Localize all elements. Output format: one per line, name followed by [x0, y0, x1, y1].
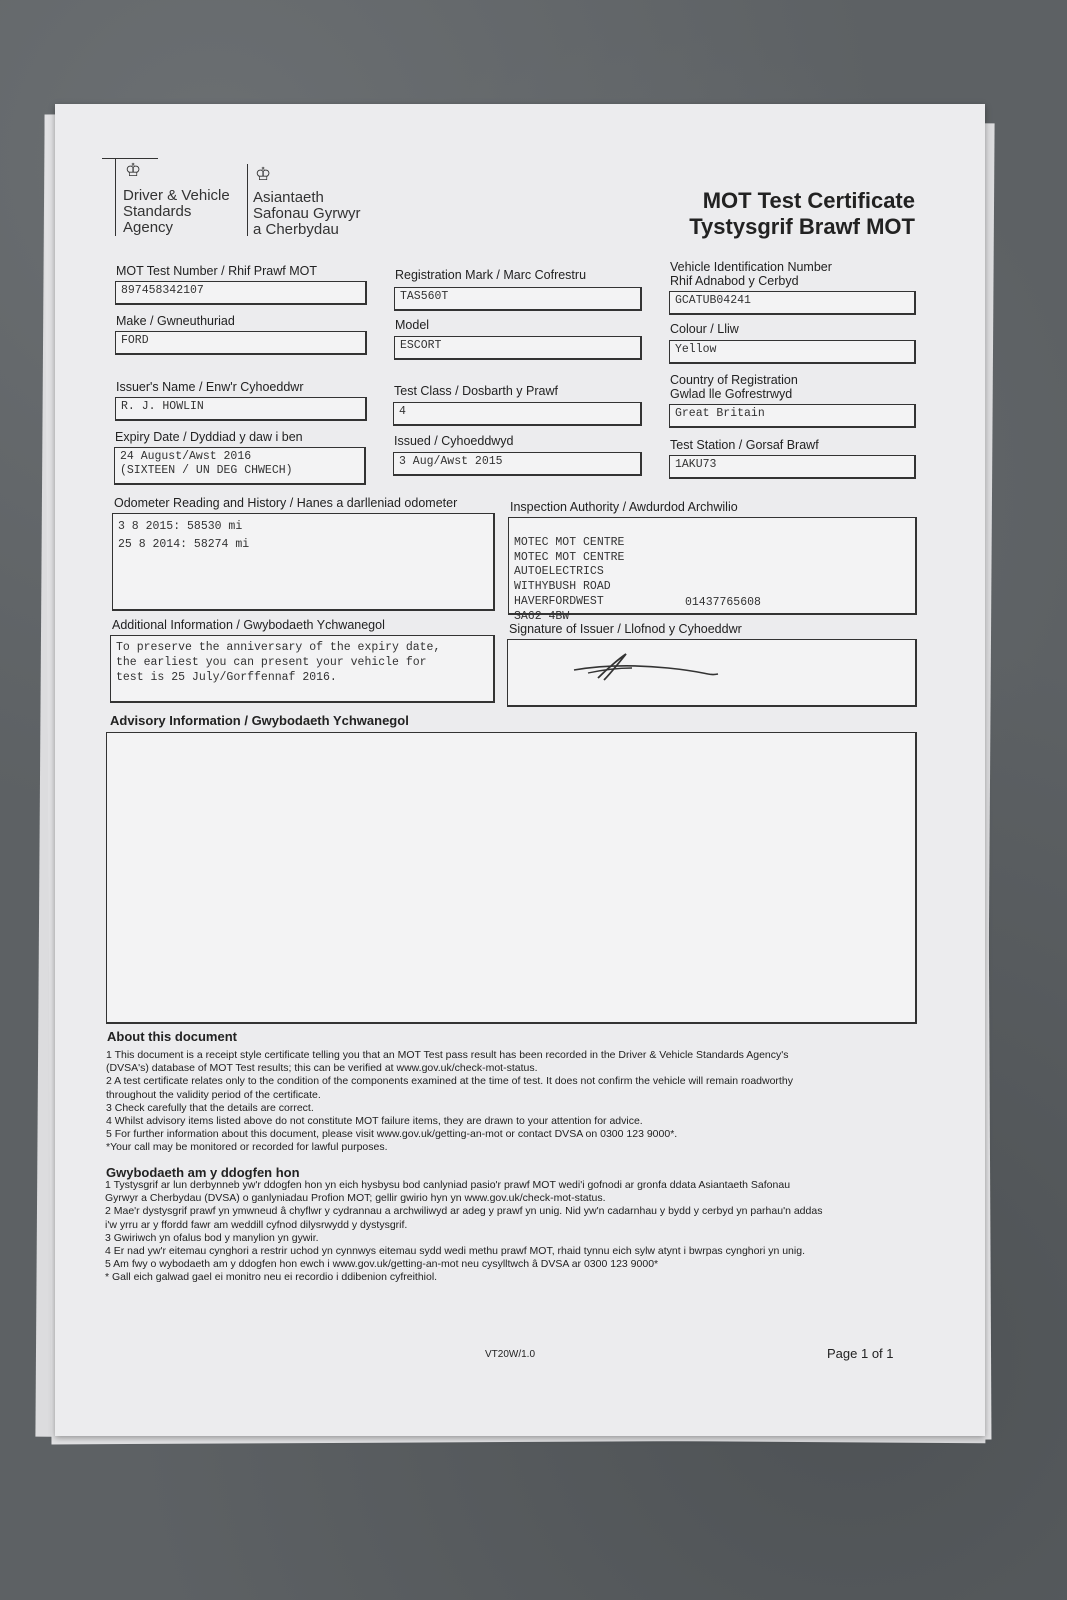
- test-class-field: 4: [393, 402, 642, 426]
- advisory-field: [106, 732, 917, 1024]
- about-notes: [106, 1049, 946, 1155]
- document-title: MOT Test Certificate Tystysgrif Brawf MOT: [689, 188, 915, 239]
- registration-field: TAS560T: [394, 287, 642, 311]
- about-cy-line: * Gall eich galwad gael ei monitro neu ei recordio i ddibenion cyfreithiol.: [105, 1271, 438, 1284]
- about-heading: About this document: [107, 1029, 237, 1044]
- about-line: *Your call may be monitored or recorded for lawful purposes.: [106, 1141, 388, 1154]
- additional-info-label: Additional Information / Gwybodaeth Ychwanegol: [112, 618, 385, 632]
- model-label: Model: [395, 318, 430, 332]
- about-cy-line: 4 Er nad yw'r eitemau cynghori a restrir uchod yn cynnwys eitemau sydd wedi methu prawf MOT, rhaid tynnu eich sylw atynt i bwrpas cynghori yn unig.: [105, 1245, 805, 1258]
- logo-rule: [247, 164, 248, 236]
- about-cy-line: Gyrwyr a Cherbydau (DVSA) o ganlyniadau Profion MOT; gellir gwirio hyn yn www.gov.uk/check-mot-status.: [105, 1192, 606, 1205]
- about-line: 2 A test certificate relates only to the condition of the components examined at the time of test. It does not confirm the vehicle will remain roadworthy: [106, 1075, 793, 1088]
- signature-field: [507, 639, 917, 707]
- expiry-label: Expiry Date / Dyddiad y daw i ben: [115, 430, 303, 444]
- make-label: Make / Gwneuthuriad: [116, 314, 235, 328]
- about-cy-line: 3 Gwiriwch yn ofalus bod y manylion yn gywir.: [105, 1231, 319, 1244]
- agency-name-en: Driver & Vehicle Standards Agency: [123, 187, 230, 236]
- country-label: Country of Registration Gwlad lle Gofrestrwyd: [670, 373, 798, 401]
- agency-name-cy: Asiantaeth Safonau Gyrwyr a Cherbydau: [253, 189, 361, 238]
- about-cy-heading: Gwybodaeth am y ddogfen hon: [106, 1165, 300, 1180]
- odometer-field: 3 8 2015: 58530 mi 25 8 2014: 58274 mi: [112, 513, 495, 611]
- about-cy-line: 5 Am fwy o wybodaeth am y ddogfen hon ewch i www.gov.uk/getting-an-mot neu cysylltwch â DVSA ar 0300 123 9000*: [105, 1258, 659, 1271]
- about-line: 4 Whilst advisory items listed above do not constitute MOT failure items, they are drawn to your attention for advice.: [106, 1115, 643, 1128]
- additional-info-field: To preserve the anniversary of the expiry date, the earliest you can present your vehicle for test is 25 July/Gorffennaf 2016.: [110, 635, 495, 703]
- about-line: (DVSA's) database of MOT Test results; this can be verified at www.gov.uk/check-mot-status.: [106, 1062, 538, 1075]
- model-field: ESCORT: [394, 336, 642, 360]
- expiry-field: 24 August/Awst 2016 (SIXTEEN / UN DEG CHWECH): [114, 447, 366, 485]
- issuer-field: R. J. HOWLIN: [115, 397, 367, 421]
- inspection-authority-phone: 01437765608: [685, 596, 761, 609]
- vin-label: Vehicle Identification Number Rhif Adnabod y Cerbyd: [670, 260, 832, 288]
- about-cy-notes: [105, 1179, 955, 1285]
- about-cy-line: i'w yrru ar y ffordd fawr am weddill cyfnod dilysrwydd y dystysgrif.: [105, 1218, 408, 1231]
- station-field: 1AKU73: [669, 455, 916, 479]
- colour-label: Colour / Lliw: [670, 322, 739, 336]
- about-line: throughout the validity period of the certificate.: [106, 1088, 321, 1101]
- vin-field: GCATUB04241: [669, 291, 916, 315]
- about-cy-line: 1 Tystysgrif ar lun derbynneb yw'r ddogfen hon yn eich hysbysu bod canlyniad pasio'r prawf MOT wedi'i gofnodi ar gronfa ddata Asiantaeth Safonau: [105, 1179, 791, 1191]
- signature-scribble: [568, 646, 728, 686]
- logo-rule: [102, 158, 158, 159]
- test-number-label: MOT Test Number / Rhif Prawf MOT: [116, 264, 317, 278]
- about-line: 1 This document is a receipt style certificate telling you that an MOT Test pass result has been recorded in the Driver & Vehicle Standards Agency's: [106, 1049, 789, 1061]
- page-number: Page 1 of 1: [827, 1346, 894, 1361]
- odometer-label: Odometer Reading and History / Hanes a darlleniad odometer: [114, 496, 458, 510]
- form-code: VT20W/1.0: [485, 1349, 536, 1360]
- issued-field: 3 Aug/Awst 2015: [393, 452, 642, 476]
- about-line: 3 Check carefully that the details are correct.: [106, 1101, 314, 1114]
- inspection-authority-label: Inspection Authority / Awdurdod Archwilio: [510, 500, 738, 514]
- station-label: Test Station / Gorsaf Brawf: [670, 438, 819, 452]
- about-line: 5 For further information about this document, please visit www.gov.uk/getting-an-mot or contact DVSA on 0300 123 9000*.: [106, 1128, 678, 1141]
- colour-field: Yellow: [669, 340, 916, 364]
- inspection-authority-field: [508, 517, 917, 623]
- issued-label: Issued / Cyhoeddwyd: [394, 434, 514, 448]
- about-cy-line: 2 Mae'r dystysgrif prawf yn ymwneud â chyflwr y cydrannau a archwiliwyd ar adeg y prawf yn unig. Nid yw'n cadarnhau y bydd y cerbyd yn parhau'n addas: [105, 1205, 823, 1218]
- make-field: FORD: [115, 331, 367, 355]
- mot-certificate: [55, 104, 985, 1436]
- test-class-label: Test Class / Dosbarth y Prawf: [394, 384, 558, 398]
- royal-crest-icon: ♔: [255, 164, 272, 184]
- logo-rule: [115, 158, 116, 236]
- test-number-field: 897458342107: [115, 281, 367, 305]
- issuer-label: Issuer's Name / Enw'r Cyhoeddwr: [116, 380, 304, 394]
- inspection-authority-address: MOTEC MOT CENTRE MOTEC MOT CENTRE AUTOELECTRICS WITHYBUSH ROAD HAVERFORDWEST SA62 4BW: [514, 535, 625, 623]
- registration-label: Registration Mark / Marc Cofrestru: [395, 268, 587, 282]
- country-field: Great Britain: [669, 404, 916, 428]
- advisory-label: Advisory Information / Gwybodaeth Ychwanegol: [110, 713, 409, 728]
- signature-label: Signature of Issuer / Llofnod y Cyhoeddwr: [509, 622, 742, 636]
- royal-crest-icon: ♔: [125, 160, 142, 180]
